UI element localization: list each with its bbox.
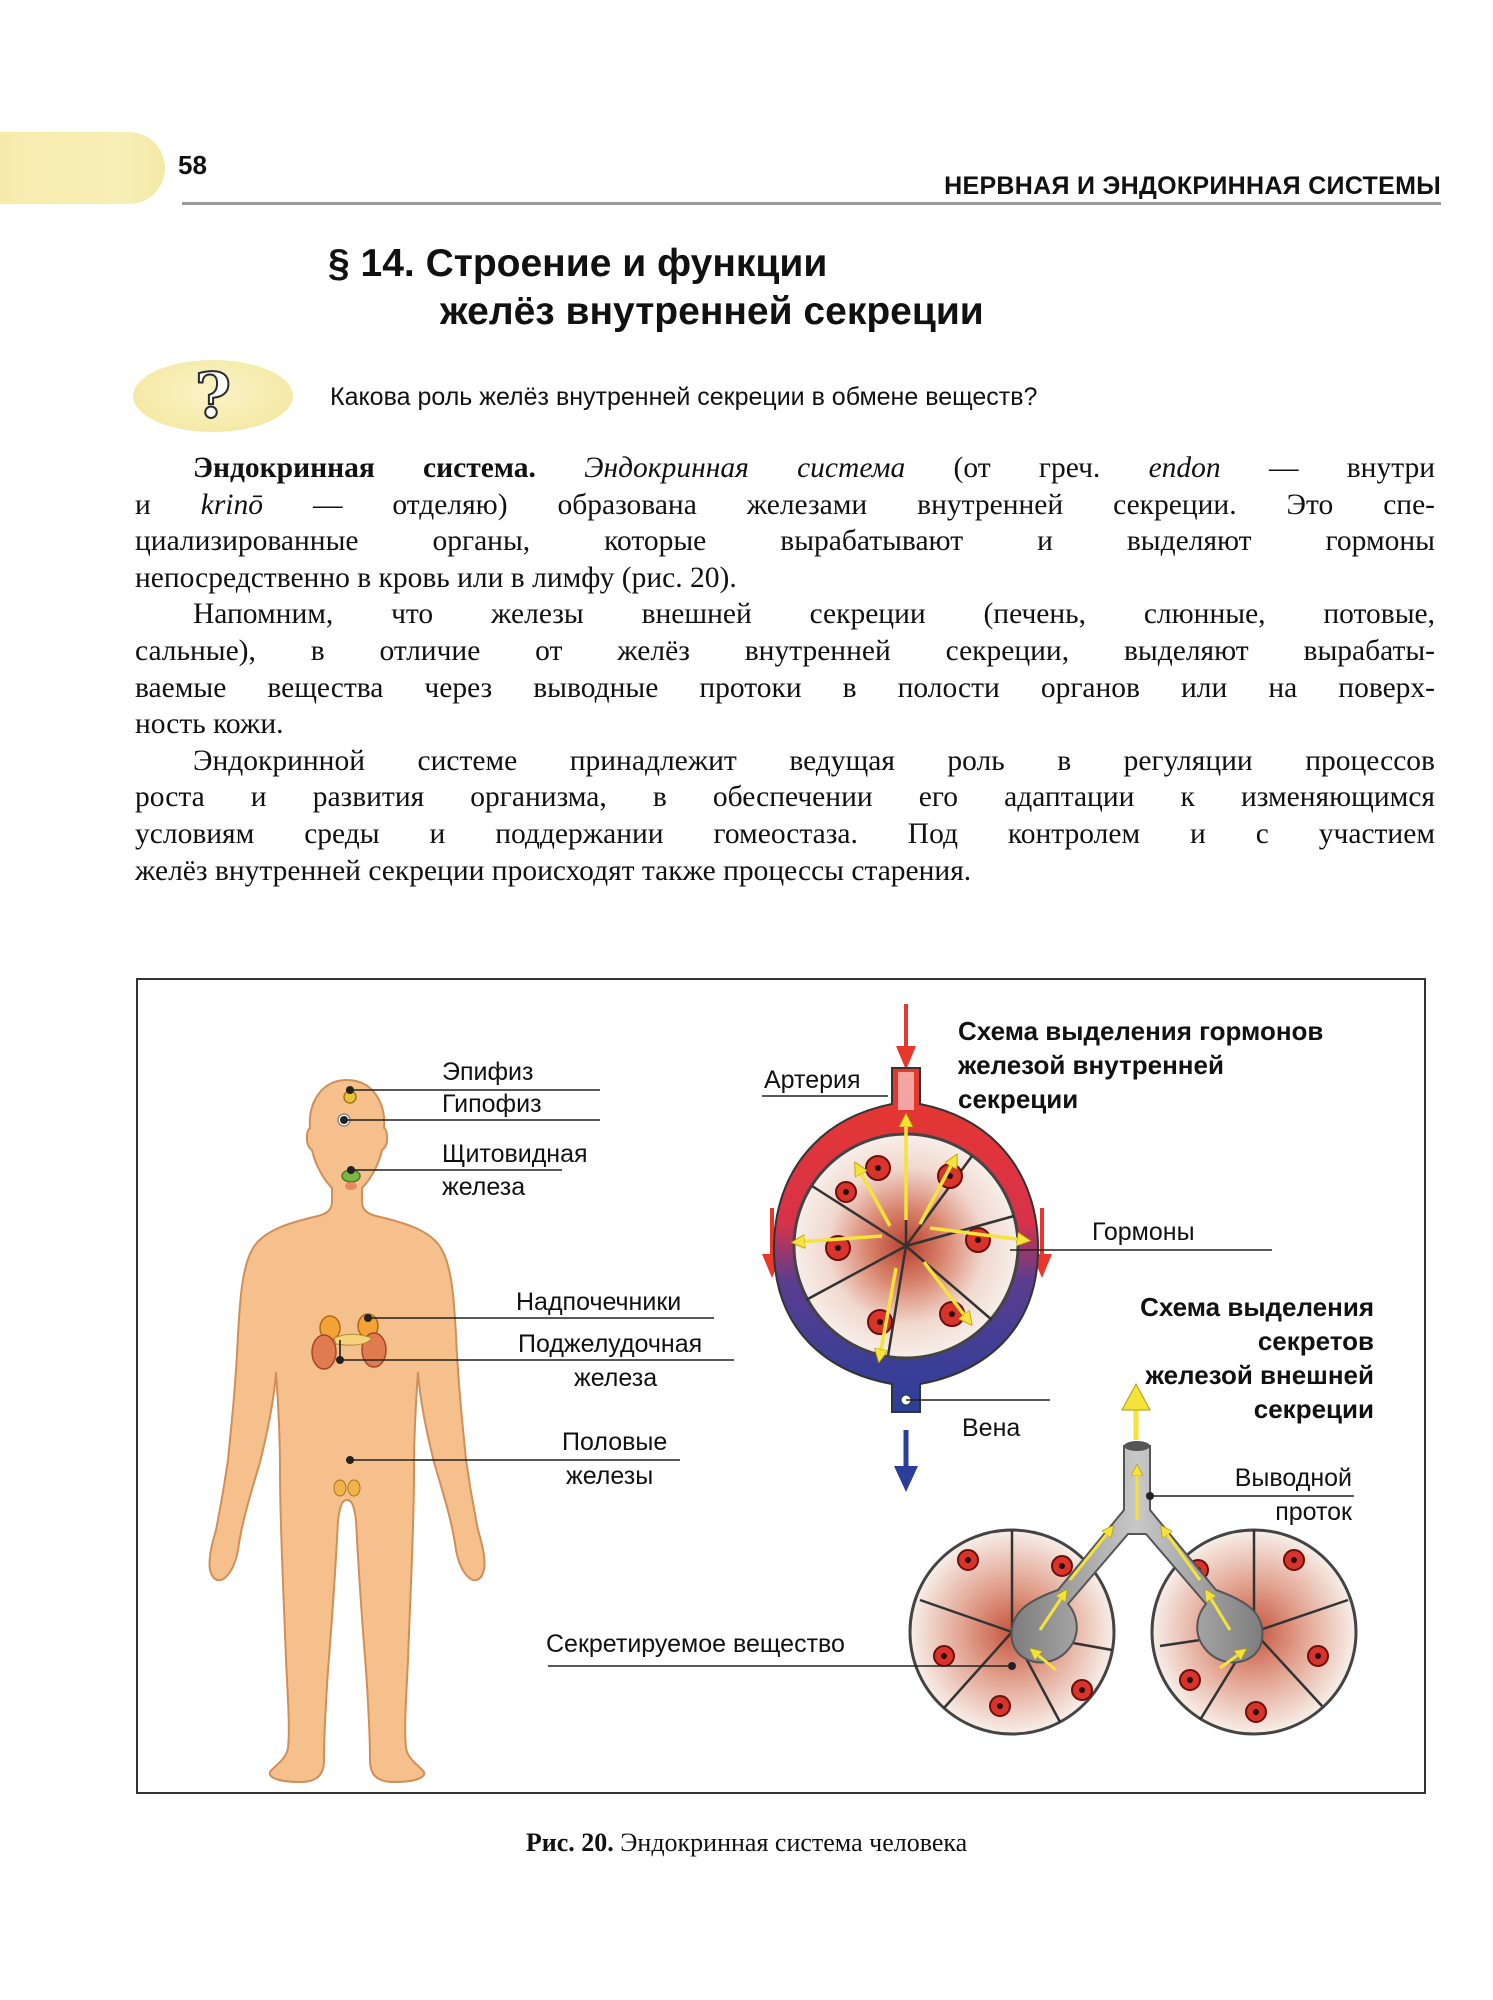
label-duct-1: Выводной bbox=[1234, 1464, 1352, 1492]
figure-caption bbox=[0, 1828, 1493, 1858]
endocrine-title-3: секреции bbox=[958, 1084, 1079, 1114]
paragraph-1-lead: Эндокринная система. bbox=[193, 452, 536, 484]
paragraph-1-line-3: циализированные органы, которые вырабатывают и выделяют гормоны bbox=[135, 525, 1435, 558]
exocrine-title-3: железой внешней bbox=[1145, 1360, 1374, 1390]
kidney-left bbox=[312, 1335, 336, 1369]
page-number: 58 bbox=[178, 150, 207, 180]
greek-krino: krinō bbox=[200, 488, 264, 521]
term-endocrine-system: Эндокринная система bbox=[584, 452, 906, 484]
label-hormones: Гормоны bbox=[1092, 1218, 1195, 1246]
gonad-left bbox=[334, 1480, 346, 1496]
paragraph-1-text: — отделяю) образована железами внутренней секреции. Это спе- bbox=[263, 488, 1435, 521]
exocrine-title-1: Схема выделения bbox=[1140, 1292, 1374, 1322]
paragraph-2-line-2: сальные), в отличие от желёз внутренней секреции, выделяют вырабаты- bbox=[135, 634, 1435, 667]
label-epiphysis: Эпифиз bbox=[442, 1058, 534, 1086]
label-thyroid-1: Щитовидная bbox=[442, 1140, 588, 1168]
exocrine-title-2: секретов bbox=[1257, 1326, 1374, 1356]
figure-caption-text: Эндокринная система человека bbox=[613, 1828, 968, 1857]
endocrine-title-1: Схема выделения гормонов bbox=[958, 1016, 1324, 1046]
question-mark-icon: ? bbox=[194, 359, 232, 432]
label-gonads-1: Половые bbox=[562, 1428, 668, 1456]
label-duct-2: проток bbox=[1275, 1498, 1352, 1526]
label-artery: Артерия bbox=[764, 1066, 861, 1094]
paragraph-1-text: — внутри bbox=[1220, 452, 1435, 484]
label-gonads-2: железы bbox=[566, 1462, 654, 1490]
running-title: НЕРВНАЯ И ЭНДОКРИННАЯ СИСТЕМЫ bbox=[944, 172, 1441, 200]
label-pancreas-1: Поджелудочная bbox=[518, 1330, 703, 1358]
section-title-line-2: желёз внутренней секреции bbox=[440, 290, 984, 333]
section-title-line-1: § 14. Строение и функции bbox=[328, 242, 828, 285]
paragraph-3-line-3: условиям среды и поддержании гомеостаза. Под контролем и с участием bbox=[135, 817, 1435, 850]
exocrine-title-4: секреции bbox=[1253, 1394, 1374, 1424]
exocrine-gland-scheme bbox=[548, 1384, 1356, 1734]
label-vein: Вена bbox=[962, 1414, 1021, 1442]
thyroid-gland-lower bbox=[345, 1182, 357, 1190]
figure-caption-label: Рис. 20. bbox=[525, 1828, 614, 1857]
question-text: Какова роль желёз внутренней секреции в обмене веществ? bbox=[330, 383, 1038, 411]
greek-endon: endon bbox=[1148, 452, 1221, 484]
paragraph-3-line-4: желёз внутренней секреции происходят также процессы старения. bbox=[135, 854, 972, 887]
label-thyroid-2: железа bbox=[442, 1173, 526, 1201]
paragraph-3-line-2: роста и развития организма, в обеспечении его адаптации к изменяющимся bbox=[135, 781, 1435, 814]
label-secreted-substance: Секретируемое вещество bbox=[546, 1630, 845, 1658]
paragraph-1-line-4: непосредственно в кровь или в лимфу (рис. 20). bbox=[135, 561, 737, 594]
paragraph-1-text: (от греч. bbox=[905, 452, 1149, 484]
paragraph-2-line-3: ваемые вещества через выводные протоки в полости органов или на поверх- bbox=[135, 671, 1435, 704]
paragraph-1-text: и bbox=[135, 488, 201, 521]
endocrine-title-2: железой внутренней bbox=[958, 1050, 1224, 1080]
paragraph-2-line-1: Напомним, что железы внешней секреции (печень, слюнные, потовые, bbox=[193, 598, 1435, 631]
label-hypophysis: Гипофиз bbox=[442, 1090, 542, 1118]
paragraph-2-line-4: ность кожи. bbox=[135, 708, 284, 741]
gonad-right bbox=[348, 1480, 360, 1496]
label-pancreas-2: железа bbox=[574, 1364, 658, 1392]
paragraph-3-line-1: Эндокринной системе принадлежит ведущая роль в регуляции процессов bbox=[193, 744, 1435, 777]
label-adrenal: Надпочечники bbox=[516, 1288, 682, 1316]
